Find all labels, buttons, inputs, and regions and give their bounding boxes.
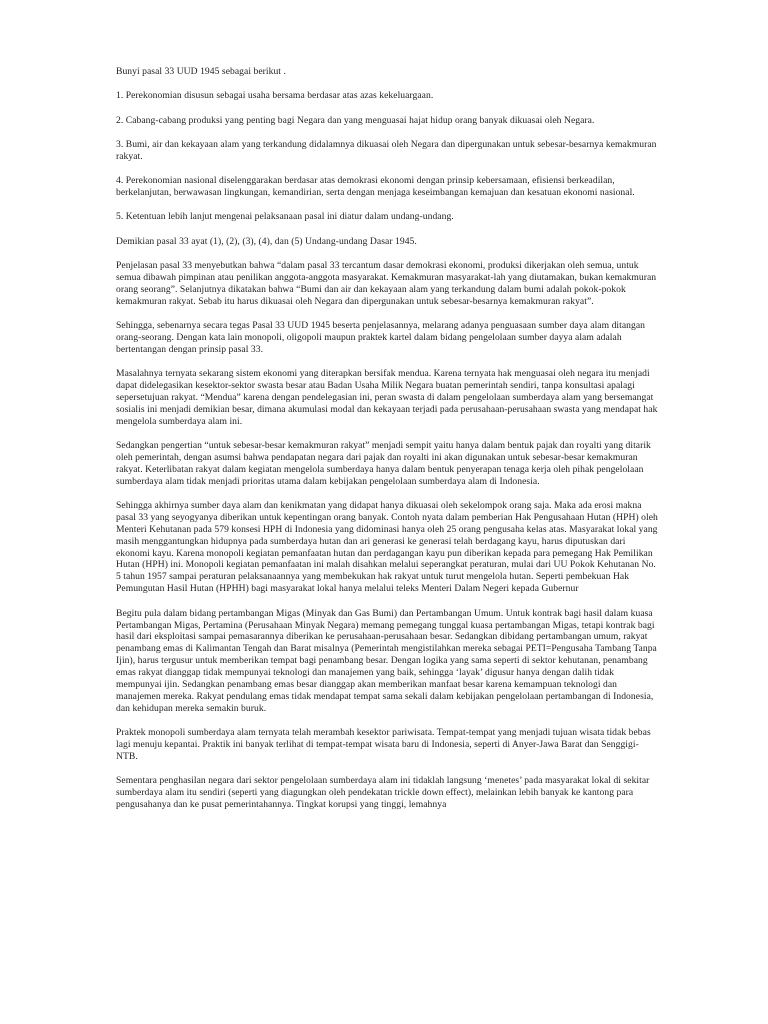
- summary-text: Demikian pasal 33 ayat (1), (2), (3), (4), dan (5) Undang-undang Dasar 1945.: [116, 235, 417, 247]
- body-paragraph: Begitu pula dalam bidang pertambangan Migas (Minyak dan Gas Bumi) dan Pertambangan Umum. Untuk kontrak bagi hasil dalam kuasa Pertambangan Migas, Pertamina (Perusahaan Minyak Negara) memang pemegang tunggal kuasa pertambangan Migas, tetapi kontrak bagi hasil dari eksploitasi sampai pemasarannya diberikan ke perusahaan-perusahaan besar. Sedangkan dibidang pertambangan umum, rakyat penambang emas di Kalimantan Tengah dan Barat misalnya (Pemerintah mengistilahkan mereka sebagai PETI=Pengusaha Tambang Tanpa Ijin), harus tergusur untuk memberikan tempat bagi penambang besar. Dengan logika yang sama seperti di sektor kehutanan, penambang emas rakyat dianggap tidak mempunyai teknologi dan manajemen yang baik, sehingga ‘layak’ digusur hanya dengan dalih tidak mempunyai ijin. Sedangkan penambang emas besar dianggap akan memberikan manfaat besar karena kemampuan teknologi dan manajemen mereka. Rakyat pendulang emas tidak mendapat tempat sama sekali dalam kebijakan pengelolaan pertambangan di Indonesia, dan kehidupan mereka semakin buruk.: [116, 607, 657, 714]
- article-item-5: 5. Ketentuan lebih lanjut mengenai pelaksanaan pasal ini diatur dalam undang-undang.: [116, 211, 454, 223]
- article-item-3: 3. Bumi, air dan kekayaan alam yang terkandung didalamnya dikuasai oleh Negara dan dipergunakan untuk sebesar-besarnya kemakmuran rakyat.: [116, 138, 657, 162]
- article-item-4: 4. Perekonomian nasional diselenggarakan berdasar atas demokrasi ekonomi dengan prinsip kebersamaan, efisiensi berkeadilan, berkelanjutan, berwawasan lingkungan, kemandirian, serta dengan menjaga keseimbangan kemajuan dan kesatuan ekonomi nasional.: [116, 175, 635, 198]
- body-paragraph: Penjelasan pasal 33 menyebutkan bahwa “dalam pasal 33 tercantum dasar demokrasi ekonomi, produksi dikerjakan oleh semua, untuk semua dibawah pimpinan atau penilikan anggota-anggota masyarakat. Kemakmuran masyarakat-lah yang diutamakan, bukan kemakmuran orang seorang”. Selanjutnya dikatakan bahwa “Bumi dan air dan kekayaan alam yang terkandung dalam bumi adalah pokok-pokok kemakmuran rakyat. Sebab itu harus dikuasai oleh Negara dan dipergunakan untuk sebesar-besarnya kemakmuran rakyat”.: [116, 259, 657, 307]
- article-item-1: 1. Perekonomian disusun sebagai usaha bersama berdasar atas azas kekeluargaan.: [116, 90, 434, 102]
- body-paragraph: Sehingga akhirnya sumber daya alam dan kenikmatan yang didapat hanya dikuasai oleh sekelompok orang saja. Maka ada erosi makna pasal 33 yang seyogyanya diberikan untuk kepentingan orang banyak. Contoh nyata dalam pemberian Hak Pengusahaan Hutan (HPH) oleh Menteri Kehutanan pada 579 konsesi HPH di Indonesia yang didominasi hanya oleh 25 orang pengusaha kelas atas. Masyarakat lokal yang masih menggantungkan hidupnya pada sumberdaya hutan dan ari generasi ke generasi telah berdagang kayu, harus diputuskan dari ekonomi kayu. Karena monopoli kegiatan pemanfaatan hutan dan perdagangan kayu pun diberikan kepada para pemegang Hak Pemilikan Hutan (HPH) ini. Monopoli kegiatan pemanfaatan ini malah disahkan melalui seperangkat peraturan, mulai dari UU Pokok Kehutanan No. 5 tahun 1957 sampai peraturan pelaksanaannya yang membekukan hak rakyat untuk turut mengelola hutan. Seperti pembekuan Hak Pemungutan Hasil Hutan (HPHH) bagi masyarakat lokal hanya melalui teleks Menteri Dalam Negeri kepada Gubernur: [116, 499, 658, 595]
- body-paragraph: Sementara penghasilan negara dari sektor pengelolaan sumberdaya alam ini tidaklah langsung ‘menetes’ pada masyarakat lokal di sekitar sumberdaya alam itu sendiri (seperti yang diagungkan oleh pendekatan trickle down effect), melainkan lebih banyak ke kantong para pengusahanya dan ke pusat pemerintahannya. Tingkat korupsi yang tinggi, lemahnya: [116, 775, 650, 811]
- body-paragraph: Sehingga, sebenarnya secara tegas Pasal 33 UUD 1945 beserta penjelasannya, melarang adanya penguasaan sumber daya alam ditangan orang-seorang. Dengan kata lain monopoli, oligopoli maupun praktek kartel dalam bidang pengelolaan sumber dayya alam adalah bertentangan dengan prinsip pasal 33.: [116, 319, 646, 355]
- body-paragraph: Praktek monopoli sumberdaya alam ternyata telah merambah kesektor pariwisata. Tempat-tempat yang menjadi tujuan wisata tidak bebas lagi menuju kepantai. Praktik ini banyak terlihat di tempat-tempat wisata baru di Indonesia, seperti di Anyer-Jawa Barat dan Senggigi-NTB.: [116, 727, 651, 762]
- body-paragraph: Sedangkan pengertian “untuk sebesar-besar kemakmuran rakyat” menjadi sempit yaitu hanya dalam bentuk pajak dan royalti yang ditarik oleh pemerintah, dengan asumsi bahwa pendapatan negara dari pajak dan royalti ini akan digunakan untuk sebesar-besar kemakmuran rakyat. Keterlibatan rakyat dalam kegiatan mengelola sumberdaya hanya dalam bentuk penyerapan tenaga kerja oleh pihak pengelolaan sumberdaya alam tidak menjadi prioritas utama dalam kebijakan pengelolaan sumberdaya alam di Indonesia.: [116, 439, 651, 487]
- article-item-2: 2. Cabang-cabang produksi yang penting bagi Negara dan yang menguasai hajat hidup orang banyak dikuasai oleh Negara.: [116, 114, 595, 126]
- intro-text: Bunyi pasal 33 UUD 1945 sebagai berikut .: [116, 66, 286, 77]
- body-paragraph: Masalahnya ternyata sekarang sistem ekonomi yang diterapkan bersifak mendua. Karena ternyata hak menguasai oleh negara itu menjadi dapat didelegasikan kesektor-sektor swasta besar atau Badan Usaha Milik Negara buatan pemerintah sendiri, tanpa konsultasi apalagi sepersetujuan rakyat. “Mendua” karena dengan pendelegasian ini, peran swasta di dalam pengelolaan sumberdaya alam yang bersemangat sosialis ini menjadi demikian besar, dimana akumulasi modal dan kekayaan terjadi pada perusahaan-perusahaan swasta yang mendapat hak mengelola sumberdaya alam ini.: [116, 368, 658, 427]
